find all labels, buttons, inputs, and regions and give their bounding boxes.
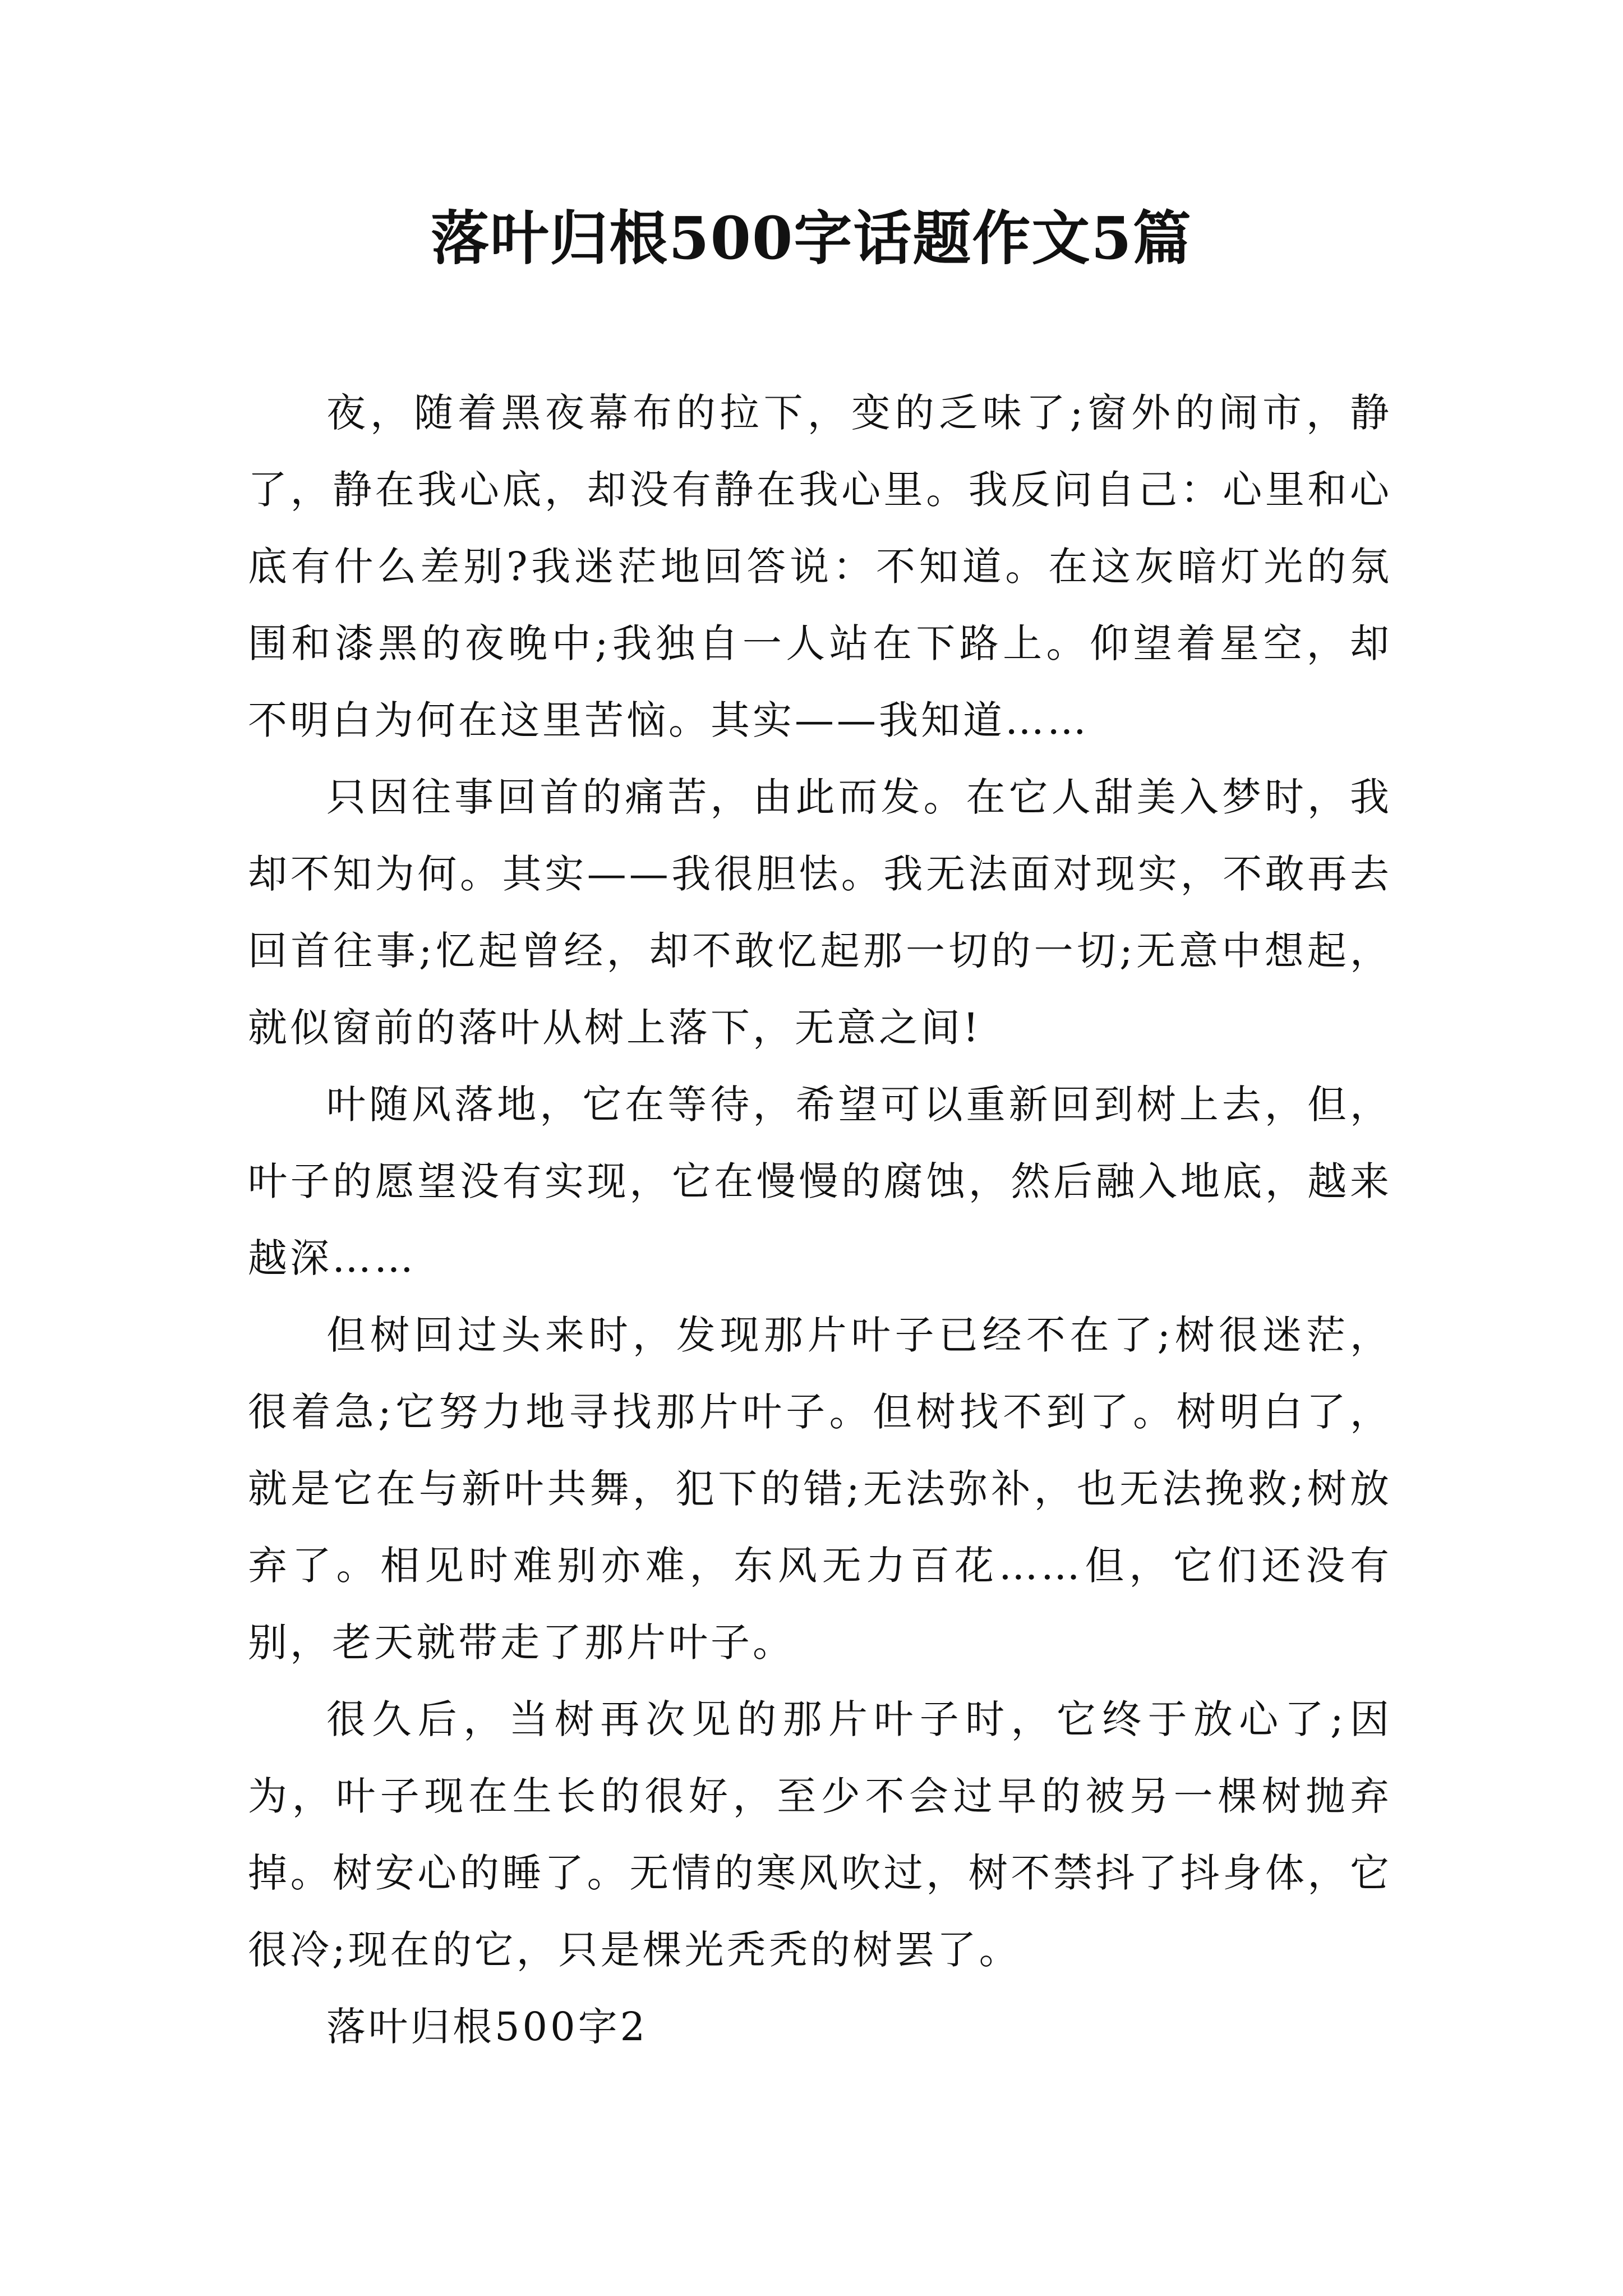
document-body [248, 375, 1392, 2065]
paragraph: 只因往事回首的痛苦，由此而发。在它人甜美入梦时，我却不知为何。其实——我很胆怯。我无法面对现实，不敢再去回首往事;忆起曾经，却不敢忆起那一切的一切;无意中想起，就似窗前的落叶从树上落下，无意之间! [248, 774, 1392, 1051]
paragraph: 但树回过头来时，发现那片叶子已经不在了;树很迷茫，很着急;它努力地寻找那片叶子。但树找不到了。树明白了，就是它在与新叶共舞，犯下的错;无法弥补，也无法挽救;树放弃了。相见时难别亦难，东风无力百花……但，它们还没有别，老天就带走了那片叶子。 [248, 1312, 1392, 1665]
paragraph: 叶随风落地，它在等待，希望可以重新回到树上去，但，叶子的愿望没有实现，它在慢慢的腐蚀，然后融入地底，越来越深…… [248, 1082, 1392, 1281]
paragraph: 夜，随着黑夜幕布的拉下，变的乏味了;窗外的闹市，静了，静在我心底，却没有静在我心里。我反问自己：心里和心底有什么差别?我迷茫地回答说：不知道。在这灰暗灯光的氛围和漆黑的夜晚中;我独自一人站在下路上。仰望着星空，却不明白为何在这里苦恼。其实——我知道…… [248, 390, 1392, 743]
document-title: 落叶归根500字话题作文5篇 [431, 204, 1192, 273]
section-heading: 落叶归根500字2 [326, 2004, 648, 2050]
paragraph: 很久后，当树再次见的那片叶子时，它终于放心了;因为，叶子现在生长的很好，至少不会过早的被另一棵树抛弃掉。树安心的睡了。无情的寒风吹过，树不禁抖了抖身体，它很冷;现在的它，只是棵光秃秃的树罢了。 [248, 1696, 1392, 1973]
